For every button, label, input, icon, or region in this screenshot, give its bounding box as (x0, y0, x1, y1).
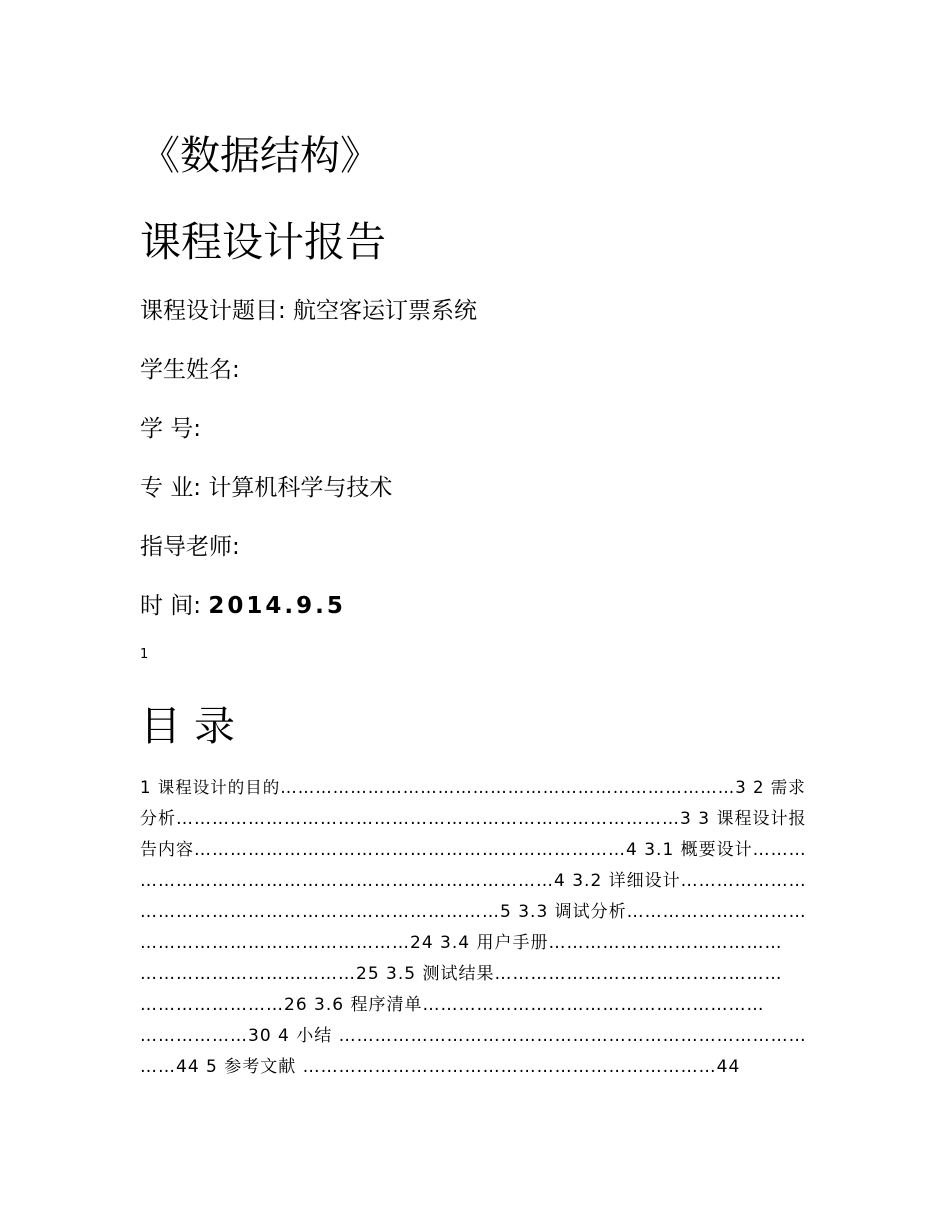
student-name-line: 学生姓名: (140, 357, 240, 383)
toc-line: ……………………………………………………5 3.3 调试分析………………………… (140, 902, 807, 922)
toc-line: ………………………………25 3.5 测试结果………………………………………… (140, 964, 783, 984)
toc-line: ……44 5 参考文献 ……………………………………………………………44 (140, 1057, 741, 1077)
report-title: 课程设计报告 (140, 218, 386, 266)
toc-line: 分析…………………………………………………………………………3 3 课程设计报 (140, 809, 807, 829)
page-number: 1 (140, 647, 149, 662)
date-value: 2014.9.5 (208, 593, 346, 619)
toc-line: ……………………………………………………………4 3.2 详细设计………………… (140, 871, 807, 891)
toc-line: 告内容………………………………………………………………4 3.1 概要设计……… (140, 840, 807, 860)
advisor-line: 指导老师: (140, 534, 240, 560)
course-topic-line: 课程设计题目: 航空客运订票系统 (140, 298, 478, 324)
toc-line: 1 课程设计的目的……………………………………………………………………3 2 需求 (140, 778, 806, 797)
student-id-line: 学 号: (140, 416, 202, 442)
toc-line: ………………………………………24 3.4 用户手册………………………………… (140, 933, 783, 953)
date-line (140, 590, 346, 622)
toc-line: ………………30 4 小结 …………………………………………………………………… (140, 1026, 807, 1046)
toc-line: ……………………26 3.6 程序清单………………………………………………… (140, 995, 765, 1015)
book-title: 《数据结构》 (140, 133, 380, 179)
toc-heading: 目 录 (140, 702, 236, 750)
date-label: 时 间: (140, 593, 209, 619)
major-line: 专 业: 计算机科学与技术 (140, 475, 393, 501)
